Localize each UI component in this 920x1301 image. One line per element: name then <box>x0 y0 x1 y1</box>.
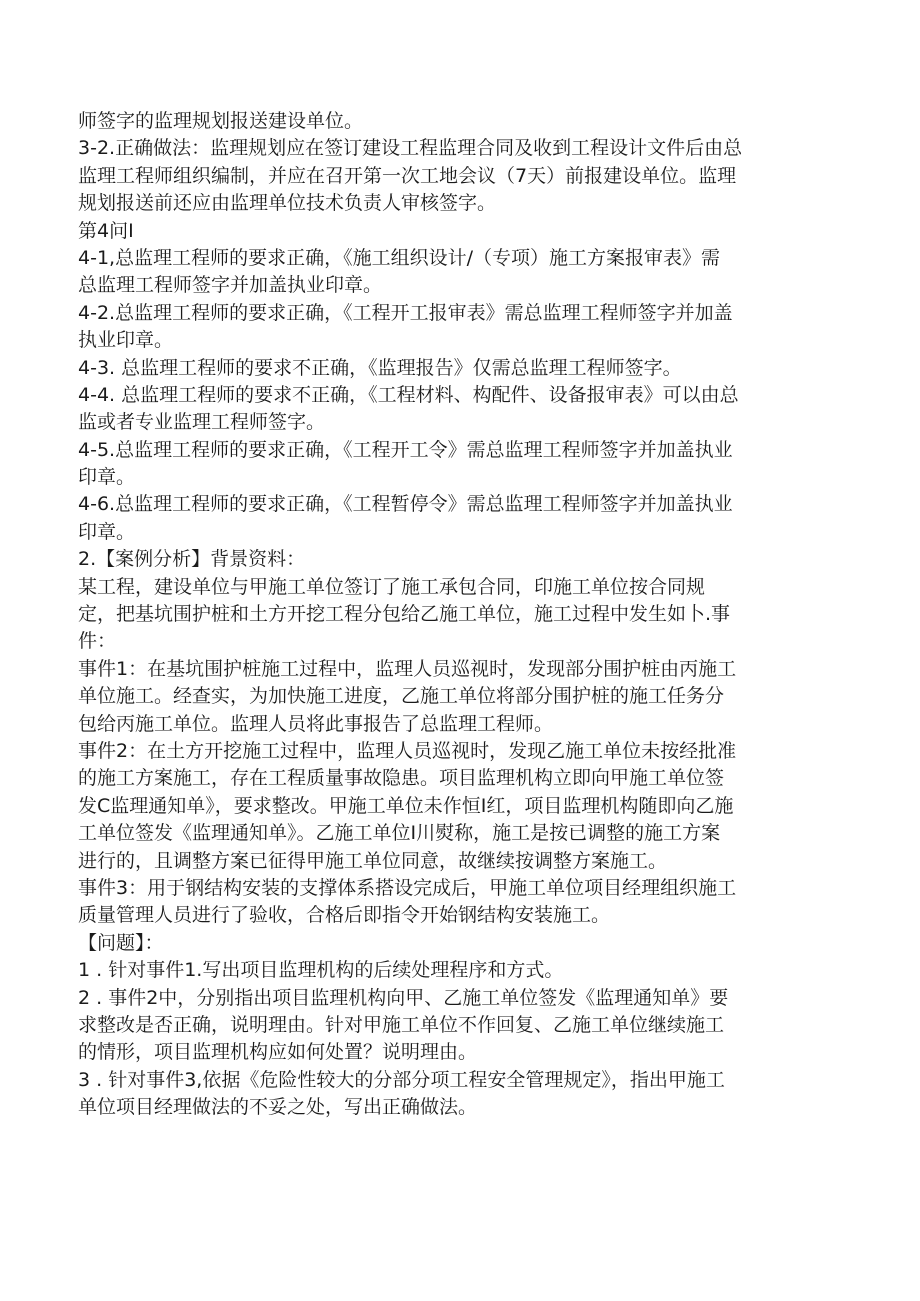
text-line: 事件2：在土方开挖施工过程中，监理人员巡视时，发现乙施工单位未按经批准 <box>78 739 737 762</box>
text-line: 4-2.总监理工程师的要求正确，《工程开工报审表》需总监理工程师签字并加盖 <box>78 301 733 324</box>
text-line: 2.【案例分析】背景资料： <box>78 548 306 571</box>
text-line: 单位项目经理做法的不妥之处，写出正确做法。 <box>78 1096 478 1119</box>
text-line: 发C监理通知单》，要求整改。甲施工单位未作恒I红，项目监理机构随即向乙施 <box>78 794 734 817</box>
text-line: 某工程，建设单位与甲施工单位签订了施工承包合同，印施工单位按合同规 <box>78 575 706 598</box>
text-line: 进行的，且调整方案已征得甲施工单位同意，故继续按调整方案施工。 <box>78 849 668 872</box>
text-line: 事件3：用于钢结构安装的支撑体系搭设完成后，甲施工单位项目经理组织施工 <box>78 876 737 899</box>
text-line: 执业印章。 <box>78 329 174 352</box>
text-line: 包给丙施工单位。监理人员将此事报告了总监理工程师。 <box>78 712 554 735</box>
text-line: 【问题】： <box>78 931 164 954</box>
text-line: 质量管理人员进行了验收，合格后即指令开始钢结构安装施工。 <box>78 904 611 927</box>
text-line: 的情形，项目监理机构应如何处置？说明理由。 <box>78 1041 478 1064</box>
text-line: 工单位签发《监理通知单》。乙施工单位I川熨称，施工是按已调整的施工方案 <box>78 822 721 845</box>
text-line: 4-6.总监理工程师的要求正确，《工程暂停令》需总监理工程师签字并加盖执业 <box>78 493 733 516</box>
text-line: 事件1：在基坑围护桩施工过程中，监理人员巡视时，发现部分围护桩由丙施工 <box>78 657 737 680</box>
text-line: 的施工方案施工，存在工程质量事故隐患。项目监理机构立即向甲施工单位签 <box>78 767 725 790</box>
text-line: 第4问I <box>78 219 134 242</box>
text-line: 1 . 针对事件1.写出项目监理机构的后续处理程序和方式。 <box>78 959 564 982</box>
text-line: 师签字的监理规划报送建设单位。 <box>78 110 364 132</box>
text-line: 规划报送前还应由监理单位技术负责人审核签字。 <box>78 192 497 215</box>
text-line: 监理工程师组织编制，并应在召开第一次工地会议（7天）前报建设单位。监理 <box>78 164 737 187</box>
text-line: 定，把基坑围护桩和土方开挖工程分包给乙施工单位，施工过程中发生如卜.事 <box>78 603 731 626</box>
text-line: 2 . 事件2中，分别指出项目监理机构向甲、乙施工单位签发《监理通知单》要 <box>78 986 729 1009</box>
text-line: 4-3. 总监理工程师的要求不正确，《监理报告》仅需总监理工程师签字。 <box>78 356 682 379</box>
text-line: 监或者专业监理工程师签字。 <box>78 411 326 434</box>
text-line: 4-1,总监理工程师的要求正确，《施工组织设计/（专项）施工方案报审表》需 <box>78 246 720 269</box>
text-line: 单位施工。经查实，为加快施工进度，乙施工单位将部分围护桩的施工任务分 <box>78 685 725 708</box>
text-line: 3 . 针对事件3,依据《危险性较大的分部分项工程安全管理规定》，指出甲施工 <box>78 1068 725 1091</box>
text-line: 3-2.正确做法：监理规划应在签订建设工程监理合同及收到工程设计文件后由总 <box>78 137 743 160</box>
text-line: 4-4. 总监理工程师的要求不正确，《工程材料、构配件、设备报审表》可以由总 <box>78 383 739 406</box>
text-line: 4-5.总监理工程师的要求正确，《工程开工令》需总监理工程师签字并加盖执业 <box>78 438 733 461</box>
text-line: 印章。 <box>78 466 136 489</box>
text-line: 件： <box>78 630 117 653</box>
text-line: 印章。 <box>78 520 136 543</box>
text-line: 总监理工程师签字并加盖执业印章。 <box>78 274 383 297</box>
document-body <box>78 108 848 1121</box>
text-line: 求整改是否正确，说明理由。针对甲施工单位不作回复、乙施工单位继续施工 <box>78 1013 725 1036</box>
